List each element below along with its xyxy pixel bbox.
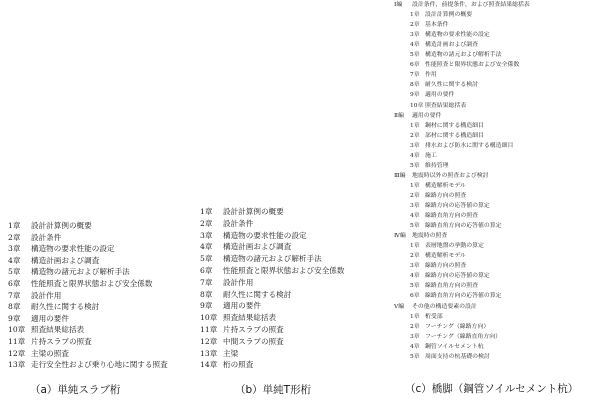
toc-number: 2章	[410, 192, 420, 199]
toc-number: 6章	[410, 293, 420, 300]
caption-simple-slab-girder: （a）単純スラブ桁	[30, 384, 121, 396]
toc-title: 設計計算例の概要	[223, 207, 284, 216]
toc-title: 構造計画および調査	[31, 255, 100, 265]
toc-title: 線路方向の応答値の算定	[425, 273, 490, 280]
toc-number: 2章	[8, 232, 21, 242]
toc-title: 線路直角方向の照査	[425, 213, 479, 220]
toc-title: 主梁の照査	[31, 348, 69, 358]
toc-number: 5章	[410, 283, 420, 290]
toc-number: 11章	[200, 325, 218, 334]
toc-number: 2章	[410, 132, 420, 139]
toc-title: 照査結果総括表	[31, 325, 85, 335]
toc-title: 周面支持の杭基礎の検討	[425, 353, 490, 360]
toc-title: 設計条件，前提条件，および照査結果総括表	[412, 2, 530, 8]
toc-title: 設計計算例の概要	[31, 221, 92, 230]
toc-title: フーチング（線路直角方向）	[425, 333, 501, 340]
toc-title: 線路直角方向の照査	[425, 283, 479, 290]
toc-title: 性能照査と限界状態および安全係数	[425, 62, 520, 69]
toc-title: 耐久性に関する検討	[223, 289, 292, 299]
toc-title: 適用の要件	[412, 112, 442, 119]
toc-title: 片持スラブの照査	[223, 325, 284, 334]
toc-title: 適用の要件	[425, 92, 455, 99]
toc-title: 線路方向の照査	[425, 192, 467, 199]
toc-title: 構造計画および調査	[425, 42, 479, 49]
toc-title: 設計条件	[223, 218, 254, 228]
toc-title: 照査結果総括表	[425, 102, 467, 109]
toc-number: 9章	[410, 92, 420, 99]
toc-number: 1章	[410, 313, 420, 320]
toc-title: 部材に関する構造細目	[425, 132, 484, 139]
caption-simple-t-beam: （b）単純T形桁	[235, 384, 312, 396]
toc-number: 5章	[410, 52, 420, 59]
toc-title: 線路直角方向の応答値の算定	[425, 223, 502, 230]
toc-number: 3章	[410, 142, 420, 149]
toc-number: 4章	[410, 152, 420, 159]
toc-number: 6章	[8, 279, 21, 288]
toc-number: 3章	[410, 203, 420, 209]
toc-title: 線路方向の照査	[425, 263, 467, 270]
toc-title: 桁の照査	[223, 360, 254, 370]
toc-title: フーチング（線路方向）	[425, 323, 490, 330]
toc-number: 13章	[200, 348, 218, 358]
toc-number: 2章	[200, 218, 213, 228]
toc-number: 13章	[8, 360, 26, 370]
toc-number: 3章	[200, 230, 213, 240]
toc-title: 構造解析モデル	[425, 253, 466, 260]
toc-title: 構造物の要求性能の設定	[31, 244, 115, 254]
toc-number: 12章	[200, 336, 218, 346]
toc-number: 1章	[410, 243, 420, 250]
toc-number: 8章	[410, 82, 420, 89]
toc-title: 性能照査と限界状態および安全係数	[223, 266, 345, 275]
toc-title: 設計作用	[31, 290, 62, 300]
toc-title: 主梁	[223, 348, 239, 358]
toc-title: 線路方向の応答値の算定	[425, 203, 490, 209]
toc-title: 構造物の要求性能の設定	[425, 32, 490, 39]
toc-title: 線路直角方向の応答値の算定	[425, 293, 502, 300]
toc-title: 構造物の諸元および解析手法	[223, 254, 322, 264]
toc-number: Ⅳ編	[394, 233, 406, 240]
toc-number: 5章	[410, 353, 420, 360]
toc-number: 12章	[8, 348, 26, 358]
toc-title: 構造物の要求性能の設定	[223, 230, 307, 240]
toc-title: 構造計画および調査	[223, 242, 292, 252]
toc-title: 性能照査と限界状態および安全係数	[31, 279, 153, 288]
toc-number: 5章	[410, 223, 420, 230]
toc-number: 7章	[8, 290, 21, 300]
toc-number: 10章	[410, 102, 424, 109]
toc-title: 維持管理	[425, 162, 449, 169]
toc-number: 2章	[410, 323, 420, 330]
toc-number: 5章	[410, 162, 420, 169]
toc-title: 基本条件	[425, 22, 449, 29]
toc-number: 3章	[8, 244, 21, 254]
toc-title: 排水および防水に関する構造細目	[425, 142, 514, 149]
toc-number: 5章	[8, 267, 21, 277]
toc-title: 照査結果総括表	[223, 313, 277, 323]
toc-number: 6章	[410, 62, 420, 69]
toc-number: 11章	[8, 337, 26, 346]
toc-title: 表層地盤の挙動の算定	[425, 243, 484, 250]
toc-number: 3章	[410, 263, 420, 270]
toc-title: 中間スラブの照査	[223, 336, 284, 346]
toc-number: 9章	[200, 301, 213, 311]
toc-number: 10章	[8, 325, 26, 335]
toc-title: 耐久性に関する検討	[31, 302, 100, 312]
toc-number: 4章	[410, 213, 420, 220]
toc-number: 9章	[8, 313, 21, 323]
toc-title: 作用	[425, 72, 437, 79]
toc-number: 7章	[200, 277, 213, 287]
toc-number: 8章	[200, 289, 213, 299]
toc-number: 14章	[200, 360, 218, 370]
toc-number: 4章	[410, 343, 420, 350]
toc-title: 地震時以外の照査および検討	[412, 172, 489, 179]
toc-number: 3章	[410, 32, 420, 39]
toc-number: 7章	[410, 72, 420, 79]
toc-number: 3章	[410, 333, 420, 340]
toc-title: 鋼管ソイルセメント杭	[425, 343, 484, 350]
toc-title: 片持スラブの照査	[31, 337, 92, 346]
toc-number: 1章	[410, 12, 420, 19]
toc-number: 4章	[410, 42, 420, 49]
toc-number: 4章	[8, 255, 21, 265]
toc-title: 地震時の照査	[412, 233, 448, 240]
toc-title: 施工	[425, 152, 437, 159]
toc-number: Ⅱ編	[394, 112, 404, 119]
toc-title: 構造物の諸元および解析手法	[425, 52, 502, 59]
toc-title: 走行安全性および乗り心地に関する照査	[31, 360, 168, 370]
toc-number: 4章	[200, 242, 213, 252]
toc-title: 設計計算例の概要	[425, 12, 473, 19]
toc-number: 1章	[200, 207, 213, 216]
toc-title: 桁受部	[425, 313, 443, 320]
toc-number: 1章	[410, 182, 420, 189]
toc-number: 1章	[410, 122, 420, 129]
toc-number: 5章	[200, 254, 213, 264]
toc-title: 適用の要件	[223, 301, 261, 311]
toc-number: 2章	[410, 22, 420, 29]
toc-title: 適用の要件	[31, 313, 69, 323]
toc-title: 耐久性に関する検討	[425, 82, 479, 89]
toc-number: 10章	[200, 313, 218, 323]
toc-simple-slab-girder	[8, 222, 198, 377]
toc-title: 構造解析モデル	[425, 182, 466, 189]
toc-title: 設計作用	[223, 277, 254, 287]
toc-simple-t-beam	[200, 208, 385, 378]
toc-title: 設計条件	[31, 232, 62, 242]
toc-number: Ⅲ編	[394, 172, 406, 179]
toc-number: 8章	[8, 302, 21, 312]
toc-title: その他の構造要素の設計	[412, 303, 477, 310]
toc-title: 構造物の諸元および解析手法	[31, 267, 130, 277]
toc-number: 6章	[200, 266, 213, 275]
toc-number: 1章	[8, 221, 21, 230]
toc-number: Ⅰ編	[394, 2, 403, 8]
caption-pier-steel-pipe-soilcement-pile: （c）橋脚（鋼管ソイルセメント杭）	[405, 383, 579, 395]
toc-number: 2章	[410, 253, 420, 260]
toc-number: Ⅴ編	[394, 303, 405, 310]
toc-title: 鋼材に関する構造細目	[425, 122, 484, 129]
toc-pier-steel-pipe-soilcement-pile	[394, 3, 598, 373]
toc-number: 4章	[410, 273, 420, 280]
